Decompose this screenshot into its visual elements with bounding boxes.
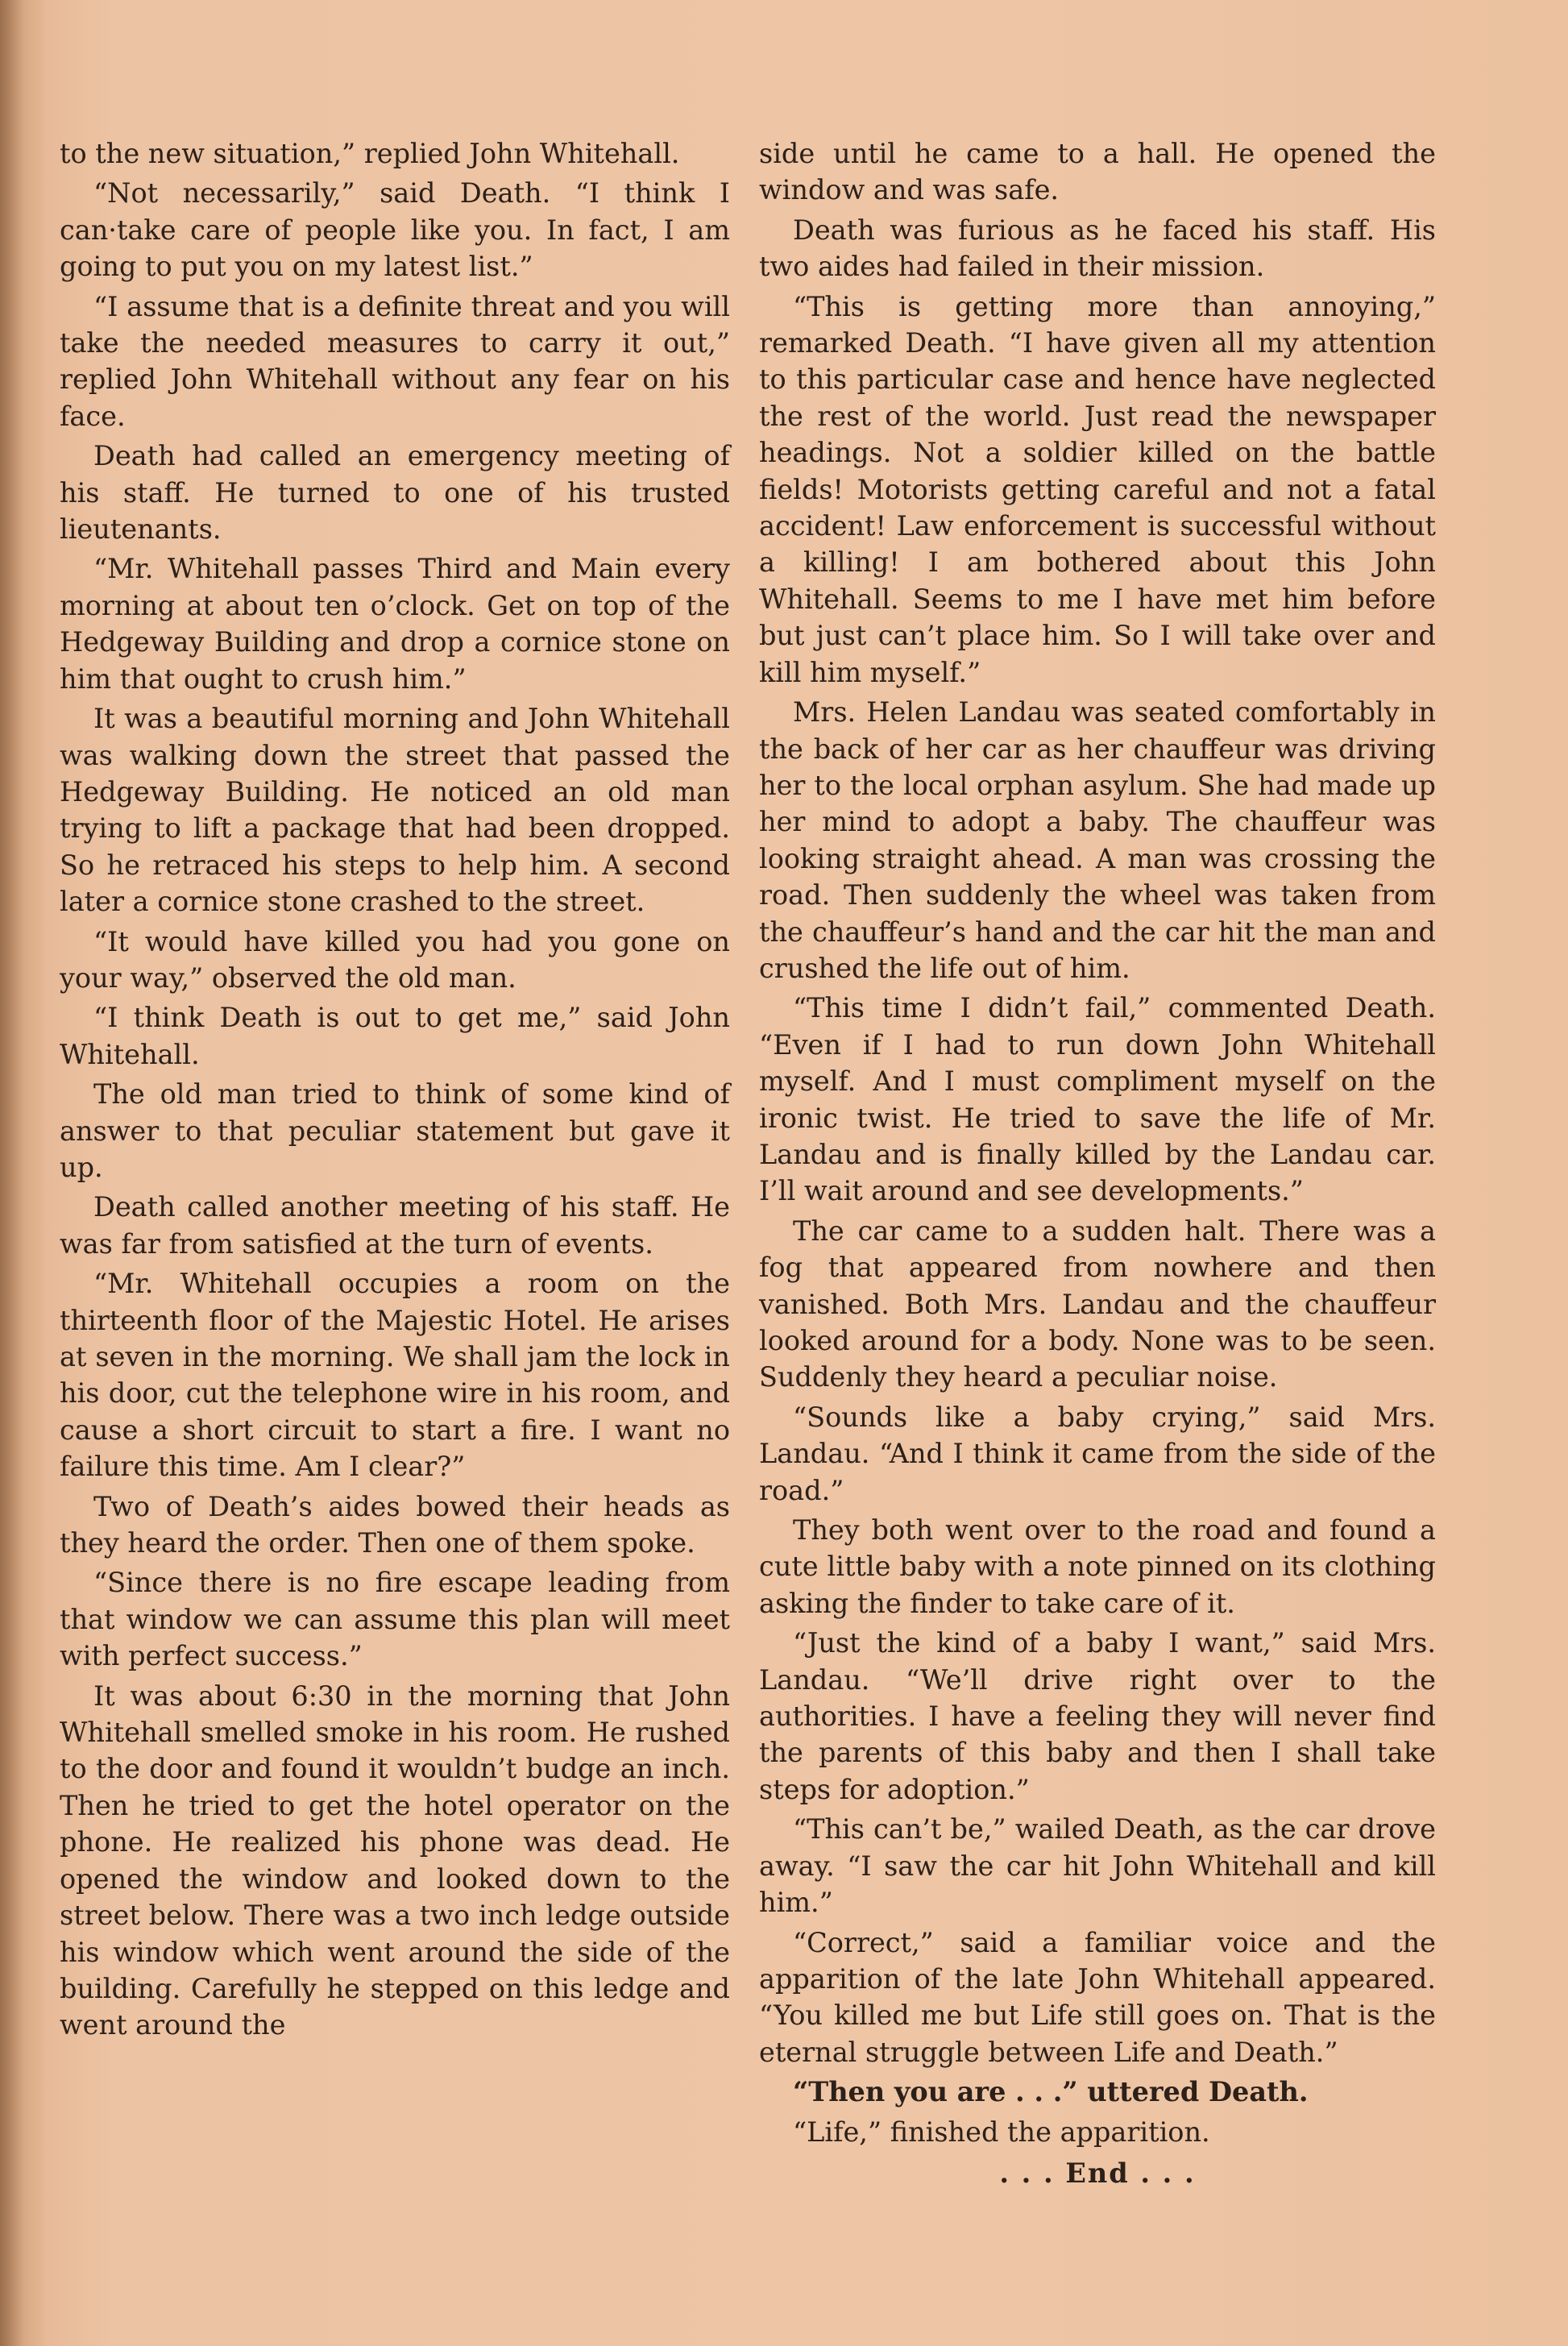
paragraph: “Life,” finished the apparition. bbox=[793, 2116, 1210, 2148]
paragraph: side until he came to a hall. He opened the window and was safe. bbox=[759, 138, 1436, 206]
paragraph: “I assume that is a definite threat and you will take the needed measures to carry it out,” replied John Whitehall without any fear on his face. bbox=[60, 290, 730, 432]
right-column bbox=[759, 135, 1436, 2194]
paragraph: “I think Death is out to get me,” said John Whitehall. bbox=[60, 1002, 730, 1070]
paragraph: Mrs. Helen Landau was seated comfortably in the back of her car as her chauffeur was driving her to the local orphan asylum. She had made up her mind to adopt a baby. The chauffeur was looking straight ahead. A man was crossing the road. Then suddenly the wheel was taken from the chauffeur’s hand and the car hit the man and crushed the life out of him. bbox=[759, 696, 1436, 984]
paragraph: It was about 6:30 in the morning that John Whitehall smelled smoke in his room. He rushed to the door and found it wouldn’t budge an inch. Then he tried to get the hotel operator on the phone. He realized his phone was dead. He opened the window and looked down to the street below. There was a two inch ledge outside his window which went around the side of the building. Carefully he stepped on this ledge and went around the bbox=[60, 1680, 730, 2041]
paragraph: Death called another meeting of his staff. He was far from satisfied at the turn of events. bbox=[60, 1191, 730, 1260]
paragraph: “Correct,” said a familiar voice and the apparition of the late John Whitehall appeared. “You killed me but Life still goes on. That is the eternal struggle between Life and Death.” bbox=[759, 1926, 1436, 2068]
left-column bbox=[60, 135, 730, 2047]
paragraph: “Sounds like a baby crying,” said Mrs. Landau. “And I think it came from the side of the road.” bbox=[759, 1401, 1436, 1506]
paragraph: Death had called an emergency meeting of his staff. He turned to one of his trusted lieutenants. bbox=[60, 440, 730, 546]
paragraph: “Just the kind of a baby I want,” said Mrs. Landau. “We’ll drive right over to the authorities. I have a feeling they will never find the parents of this baby and then I shall take steps for adoption.” bbox=[759, 1627, 1436, 1805]
paragraph: “It would have killed you had you gone on your way,” observed the old man. bbox=[60, 925, 730, 994]
paragraph: The old man tried to think of some kind of answer to that peculiar statement but gave it up. bbox=[60, 1078, 730, 1183]
paragraph: Death was furious as he faced his staff. His two aides had failed in their mission. bbox=[759, 214, 1436, 283]
paragraph: “Then you are . . .” uttered Death. bbox=[793, 2076, 1309, 2108]
paragraph: They both went over to the road and found a cute little baby with a note pinned on its clothing asking the finder to take care of it. bbox=[759, 1514, 1436, 1619]
paragraph: “This is getting more than annoying,” remarked Death. “I have given all my attention to this particular case and hence have neglected the rest of the world. Just read the newspaper headings. Not a soldier killed on the battle fields! Motorists getting careful and not a fatal accident! Law enforcement is successful without a killing! I am bothered about this John Whitehall. Seems to me I have met him before but just can’t place him. So I will take over and kill him myself.” bbox=[759, 290, 1436, 688]
paragraph: The car came to a sudden halt. There was a fog that appeared from nowhere and then vanished. Both Mrs. Landau and the chauffeur looked around for a body. None was to be seen. Suddenly they heard a peculiar noise. bbox=[759, 1215, 1436, 1393]
paragraph: “Since there is no fire escape leading from that window we can assume this plan will meet with perfect success.” bbox=[60, 1567, 730, 1672]
paragraph: “This can’t be,” wailed Death, as the car drove away. “I saw the car hit John Whitehall and kill him.” bbox=[759, 1813, 1436, 1919]
spine-shadow bbox=[0, 0, 24, 2346]
paragraph: “Mr. Whitehall passes Third and Main every morning at about ten o’clock. Get on top of the Hedgeway Building and drop a cornice stone on him that ought to crush him.” bbox=[60, 553, 730, 695]
paragraph: to the new situation,” replied John Whitehall. bbox=[60, 138, 680, 169]
end-mark: . . . End . . . bbox=[999, 2157, 1196, 2189]
paragraph: “Not necessarily,” said Death. “I think I can·take care of people like you. In fact, I am going to put you on my latest list.” bbox=[60, 177, 730, 283]
paragraph: It was a beautiful morning and John Whitehall was walking down the street that passed the Hedgeway Building. He noticed an old man trying to lift a package that had been dropped. So he retraced his steps to help him. A second later a cornice stone crashed to the street. bbox=[60, 703, 730, 918]
paragraph: Two of Death’s aides bowed their heads as they heard the order. Then one of them spoke. bbox=[60, 1490, 730, 1559]
paragraph: “This time I didn’t fail,” commented Death. “Even if I had to run down John Whitehall myself. And I must compliment myself on the ironic twist. He tried to save the life of Mr. Landau and is finally killed by the Landau car. I’ll wait around and see developments.” bbox=[759, 992, 1436, 1207]
paragraph: “Mr. Whitehall occupies a room on the thirteenth floor of the Majestic Hotel. He arises at seven in the morning. We shall jam the lock in his door, cut the telephone wire in his room, and cause a short circuit to start a fire. I want no failure this time. Am I clear?” bbox=[60, 1268, 730, 1483]
